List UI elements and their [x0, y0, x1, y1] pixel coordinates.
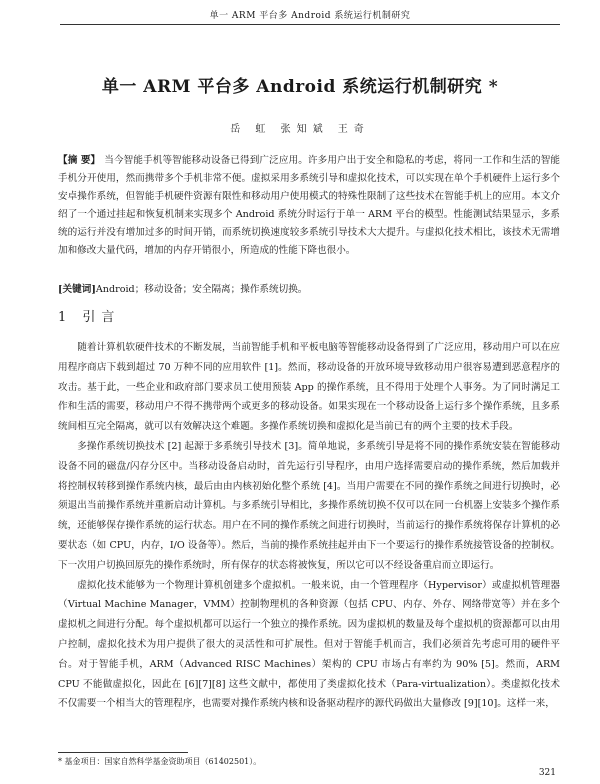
section-title: 引言: [82, 310, 121, 325]
page-number: 321: [538, 768, 556, 778]
abstract-label: 【摘 要】: [58, 155, 101, 166]
section-number: 1: [58, 310, 73, 325]
body-paragraph-3: 虚拟化技术能够为一个物理计算机创建多个虚拟机。一般来说，由一个管理程序（Hypervisor）或虚拟机管理器（Virtual Machine Manager，VMM）控制物理机的各种资源（包括 CPU、内存、外存、网络带宽等）并在多个虚拟机之间进行分配。每个虚拟机都可以运行一个独立的操作系统。因为虚拟机的数量及每个虚拟机的资源都可以由用户控制，虚拟化技术为用户提供了很大的灵活性和可扩展性。但对于智能手机而言，我们必须首先考虑可用的硬件平台。对于智能手机，ARM（Advanced RISC Machines）架构的 CPU 市场占有率约为 90% [5]。然而，ARM CPU 不能做虚拟化，因此在 [6][7][8] 这些文献中，都使用了类虚拟化技术（Para-virtualization）。类虚拟化技术不仅需要一个相当大的管理程序，也需要对操作系统内核和设备驱动程序的源代码做出大量修改 [9][10]。这样一来，: [58, 579, 560, 710]
footnote: * 基金项目：国家自然科学基金资助项目（61402501）。: [58, 757, 262, 766]
footnote-divider: [58, 752, 188, 753]
keywords-label: [关键词]: [58, 284, 96, 295]
keywords-text: Android；移动设备；安全隔离；操作系统切换。: [95, 284, 308, 295]
body-paragraph-1: 随着计算机软硬件技术的不断发展，当前智能手机和平板电脑等智能移动设备得到了广泛应用，移动用户可以在应用程序商店下载到超过 70 万种不同的应用软件 [1]。然而，移动设备的开放环境导致移动用户很容易遭到恶意程序的攻击。基于此，一些企业和政府部门要求员工使用预装 App 的操作系统，且不得用于处理个人事务。为了同时满足工作和生活的需要，移动用户不得不携带两个或更多的移动设备。如果实现在一个移动设备上运行多个操作系统，且多系统间相互完全隔离，就可以有效解决这个难题。多操作系统切换和虚拟化是当前已有的两个主要的技术手段。: [58, 342, 560, 433]
body-text: [58, 338, 560, 714]
running-header-title: 单一 ARM 平台多 Android 系统运行机制研究: [209, 11, 411, 21]
paper-title: 单一 ARM 平台多 Android 系统运行机制研究 *: [101, 77, 499, 97]
paper-authors: 岳 虹 张知斌 王奇: [230, 124, 370, 135]
abstract-text: 当今智能手机等智能移动设备已得到广泛应用。许多用户出于安全和隐私的考虑，将同一工作和生活的智能手机分开使用，然而携带多个手机非常不便。虚拟采用多系统引导和虚拟化技术，可以实现在单个手机硬件上运行多个安卓操作系统，但智能手机硬件资源有限性和移动用户使用模式的特殊性限制了这些技术在智能手机上的应用。本文介绍了一个通过挂起和恢复机制来实现多个 Android 系统分时运行于单一 ARM 平台的模型。性能测试结果显示，多系统的运行并没有增加过多的时间开销，而系统切换速度较多系统引导技术大大提升。与虚拟化技术相比，该技术无需增加和修改大量代码，增加的内存开销很小，所造成的性能下降也很小。: [58, 155, 561, 256]
keywords: [58, 282, 560, 298]
body-paragraph-2: 多操作系统切换技术 [2] 起源于多系统引导技术 [3]。简单地说，多系统引导是将不同的操作系统安装在智能移动设备不同的磁盘/闪存分区中。当移动设备启动时，首先运行引导程序，由用户选择需要启动的操作系统，然后加载并将控制权转移到操作系统内核，最后由由内核初始化整个系统 [4]。当用户需要在不同的操作系统之间进行切换时，必须退出当前操作系统并重新启动计算机。与多系统引导相比，多操作系统切换不仅可以在同一台机器上安装多个操作系统，还能够保存操作系统的运行状态。用户在不同的操作系统之间进行切换时，当前运行的操作系统将保存计算机的必要状态（如 CPU，内存，I/O 设备等）。然后，当前的操作系统挂起并由下一个要运行的操作系统接管设备的控制权。下一次用户切换回原先的操作系统时，所有保存的状态将被恢复，所以它可以不经设备重启而立即运行。: [58, 440, 560, 571]
abstract: [58, 152, 560, 260]
section-heading: [58, 306, 120, 325]
running-header: [60, 8, 560, 25]
